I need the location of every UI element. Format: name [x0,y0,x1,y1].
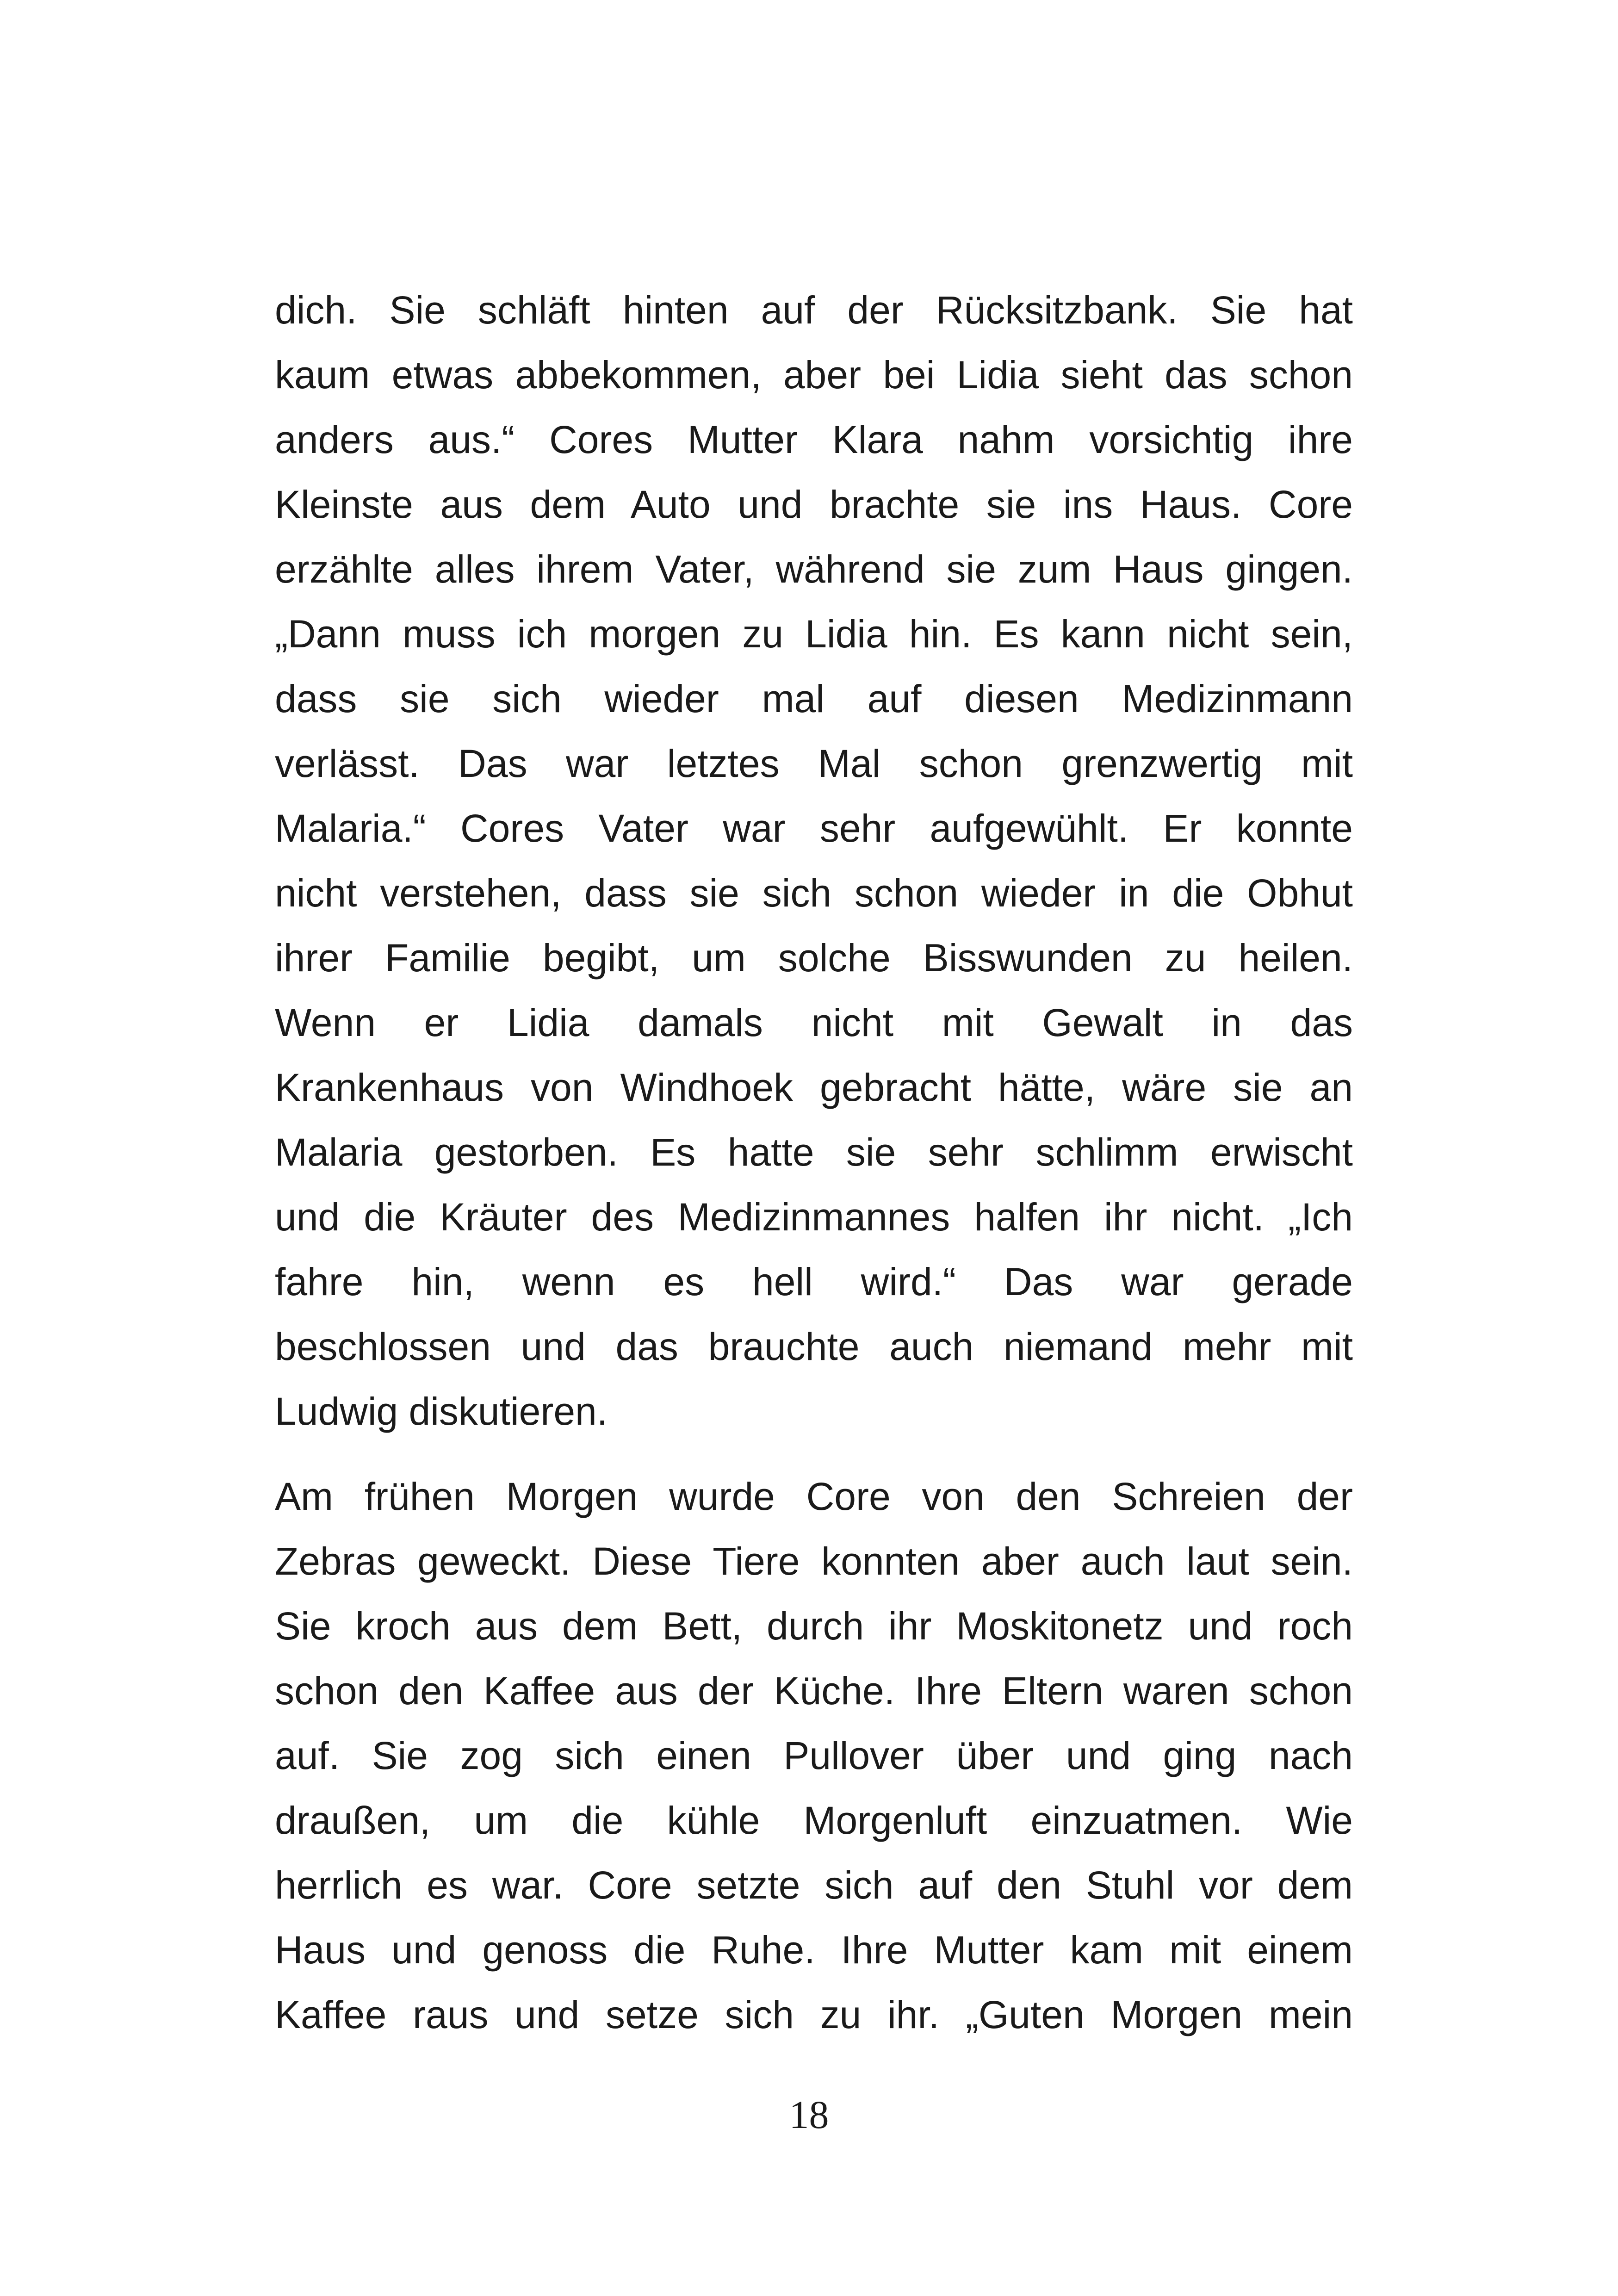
text-line: fahre hin, wenn es hell wird.“ Das war gerade [275,1260,1353,1303]
text-line: dass sie sich wieder mal auf diesen Medizinmann [275,677,1353,720]
text-line: Am frühen Morgen wurde Core von den Schreien der [275,1475,1353,1518]
text-line: Kaffee raus und setze sich zu ihr. „Guten Morgen mein [275,1993,1353,2036]
body-text [275,278,1353,2047]
text-line: Malaria.“ Cores Vater war sehr aufgewühlt. Er konnte [275,807,1353,850]
paragraph-2 [275,1464,1353,2047]
text-line: Ludwig diskutieren. [275,1390,608,1433]
paragraph-1 [275,278,1353,1444]
text-line: beschlossen und das brauchte auch niemand mehr mit [275,1325,1353,1368]
text-line: Sie kroch aus dem Bett, durch ihr Moskitonetz und roch [275,1604,1353,1648]
text-line: Haus und genoss die Ruhe. Ihre Mutter kam mit einem [275,1928,1353,1972]
text-line: nicht verstehen, dass sie sich schon wieder in die Obhut [275,871,1353,915]
text-line: draußen, um die kühle Morgenluft einzuatmen. Wie [275,1799,1353,1842]
text-line: Wenn er Lidia damals nicht mit Gewalt in das [275,1001,1353,1044]
text-line: verlässt. Das war letztes Mal schon grenzwertig mit [275,742,1353,785]
text-line: auf. Sie zog sich einen Pullover über und ging nach [275,1734,1353,1777]
text-line: dich. Sie schläft hinten auf der Rücksitzbank. Sie hat [275,288,1353,332]
text-line: herrlich es war. Core setzte sich auf den Stuhl vor dem [275,1863,1353,1907]
text-line: anders aus.“ Cores Mutter Klara nahm vorsichtig ihre [275,418,1353,461]
text-line: Malaria gestorben. Es hatte sie sehr schlimm erwischt [275,1130,1353,1174]
page-number: 18 [789,2092,829,2137]
text-line: Krankenhaus von Windhoek gebracht hätte, wäre sie an [275,1066,1353,1109]
text-line: Zebras geweckt. Diese Tiere konnten aber auch laut sein. [275,1539,1353,1583]
text-line: kaum etwas abbekommen, aber bei Lidia sieht das schon [275,353,1353,397]
text-line: Kleinste aus dem Auto und brachte sie ins Haus. Core [275,483,1353,526]
text-line: schon den Kaffee aus der Küche. Ihre Eltern waren schon [275,1669,1353,1713]
text-line: erzählte alles ihrem Vater, während sie zum Haus gingen. [275,547,1353,591]
text-line: ihrer Familie begibt, um solche Bisswunden zu heilen. [275,936,1353,980]
text-line: „Dann muss ich morgen zu Lidia hin. Es kann nicht sein, [275,612,1353,656]
text-line: und die Kräuter des Medizinmannes halfen ihr nicht. „Ich [275,1195,1353,1239]
